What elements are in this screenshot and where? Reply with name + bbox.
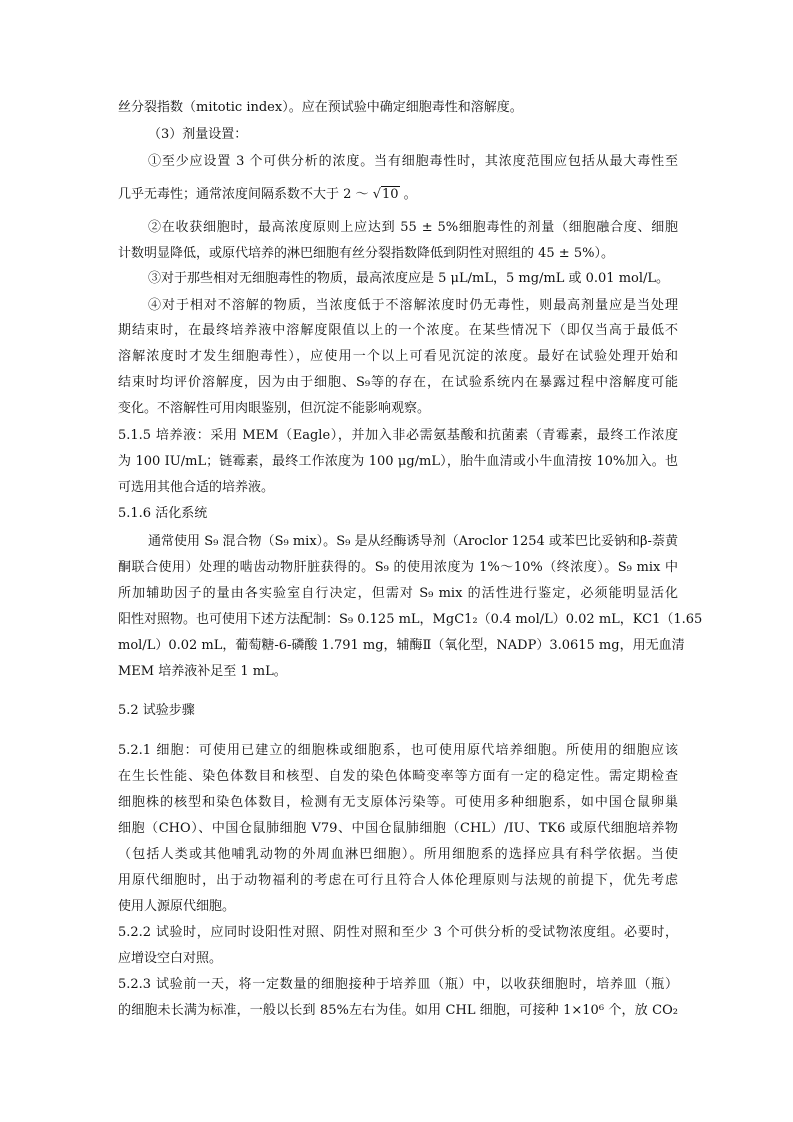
text-segment: 几乎无毒性；通常浓度间隔系数不大于 2 ～ xyxy=(118,187,369,202)
text-line: 5.2.3 试验前一天，将一定数量的细胞接种于培养皿（瓶）中，以收获细胞时，培养皿（瓶） xyxy=(118,977,678,992)
text-line: 丝分裂指数（mitotic index）。应在预试验中确定细胞毒性和溶解度。 xyxy=(118,100,523,115)
text-line: ④对于相对不溶解的物质，当浓度低于不溶解浓度时仍无毒性，则最高剂量应是当处理 xyxy=(148,298,678,313)
text-line: 使用人源原代细胞。 xyxy=(118,899,236,914)
text-line: 5.1.5 培养液：采用 MEM（Eagle），并加入非必需氨基酸和抗菌素（青霉素，最终工作浓度 xyxy=(118,428,678,443)
text-line: 计数明显降低，或原代培养的淋巴细胞有丝分裂指数降低到阴性对照组的 45 ± 5%）。 xyxy=(118,246,614,261)
sqrt-symbol: √10 xyxy=(372,187,399,202)
text-line xyxy=(118,187,678,203)
text-line: 在生长性能、染色体数目和核型、自发的染色体畸变率等方面有一定的稳定性。需定期检查 xyxy=(118,769,678,784)
text-line: 通常使用 S₉ 混合物（S₉ mix）。S₉ 是从经酶诱导剂（Aroclor 1254 或苯巴比妥钠和β-萘黄 xyxy=(148,534,678,549)
text-line: 细胞株的核型和染色体数目，检测有无支原体污染等。可使用多种细胞系，如中国仓鼠卵巢 xyxy=(118,795,678,810)
text-line: mol/L）0.02 mL，葡萄糖-6-磷酸 1.791 mg，辅酶Ⅱ（氧化型，NADP）3.0615 mg，用无血清 xyxy=(118,638,685,653)
text-line: 应增设空白对照。 xyxy=(118,951,223,966)
text-line: （3）剂量设置： xyxy=(148,127,248,142)
text-line: ②在收获细胞时，最高浓度原则上应达到 55 ± 5%细胞毒性的剂量（细胞融合度、细胞 xyxy=(148,220,678,235)
text-line: 溶解浓度时才发生细胞毒性），应使用一个以上可看见沉淀的浓度。最好在试验处理开始和 xyxy=(118,349,678,364)
text-line: 细胞（CHO）、中国仓鼠肺细胞 V79、中国仓鼠肺细胞（CHL）/IU、TK6 或原代细胞培养物 xyxy=(118,821,678,836)
text-line: 阳性对照物。也可使用下述方法配制：S₉ 0.125 mL，MgC1₂（0.4 mol/L）0.02 mL，KC1（1.65 xyxy=(118,612,703,627)
section-heading: 5.1.6 活化系统 xyxy=(118,506,208,521)
text-segment: 。 xyxy=(403,187,417,202)
text-line: MEM 培养液补足至 1 mL。 xyxy=(118,664,287,679)
text-line: ③对于那些相对无细胞毒性的物质，最高浓度应是 5 μL/mL，5 mg/mL 或 0.01 mol/L。 xyxy=(148,271,670,286)
text-line: 5.2.1 细胞：可使用已建立的细胞株或细胞系，也可使用原代培养细胞。所使用的细胞应该 xyxy=(118,743,678,758)
text-line: 酮联合使用）处理的啮齿动物肝脏获得的。S₉ 的使用浓度为 1%～10%（终浓度）。S₉ mix 中 xyxy=(118,560,678,575)
text-line: 可选用其他合适的培养液。 xyxy=(118,480,275,495)
section-heading: 5.2 试验步骤 xyxy=(118,703,195,718)
sqrt-radicand: 10 xyxy=(381,187,399,202)
text-line: 5.2.2 试验时，应同时设阳性对照、阴性对照和至少 3 个可供分析的受试物浓度组。必要时， xyxy=(118,925,678,940)
text-line: 用原代细胞时，出于动物福利的考虑在可行且符合人体伦理原则与法规的前提下，优先考虑 xyxy=(118,873,678,888)
text-line: 变化。不溶解性可用肉眼鉴别，但沉淀不能影响观察。 xyxy=(118,401,431,416)
text-line: 期结束时，在最终培养液中溶解度限值以上的一个浓度。在某些情况下（即仅当高于最低不 xyxy=(118,323,678,338)
text-line: 所加辅助因子的量由各实验室自行决定，但需对 S₉ mix 的活性进行鉴定，必须能明显活化 xyxy=(118,586,678,601)
text-line: ①至少应设置 3 个可供分析的浓度。当有细胞毒性时，其浓度范围应包括从最大毒性至 xyxy=(148,154,678,169)
text-line: （包括人类或其他哺乳动物的外周血淋巴细胞）。所用细胞系的选择应具有科学依据。当使 xyxy=(118,847,678,862)
text-line: 为 100 IU/mL；链霉素，最终工作浓度为 100 μg/mL），胎牛血清或小牛血清按 10%加入。也 xyxy=(118,454,678,469)
text-line: 结束时均评价溶解度，因为由于细胞、S₉等的存在，在试验系统内在暴露过程中溶解度可能 xyxy=(118,375,678,390)
text-line: 的细胞未长满为标准，一般以长到 85%左右为佳。如用 CHL 细胞，可接种 1×10⁶ 个，放 CO₂ xyxy=(118,1003,678,1018)
